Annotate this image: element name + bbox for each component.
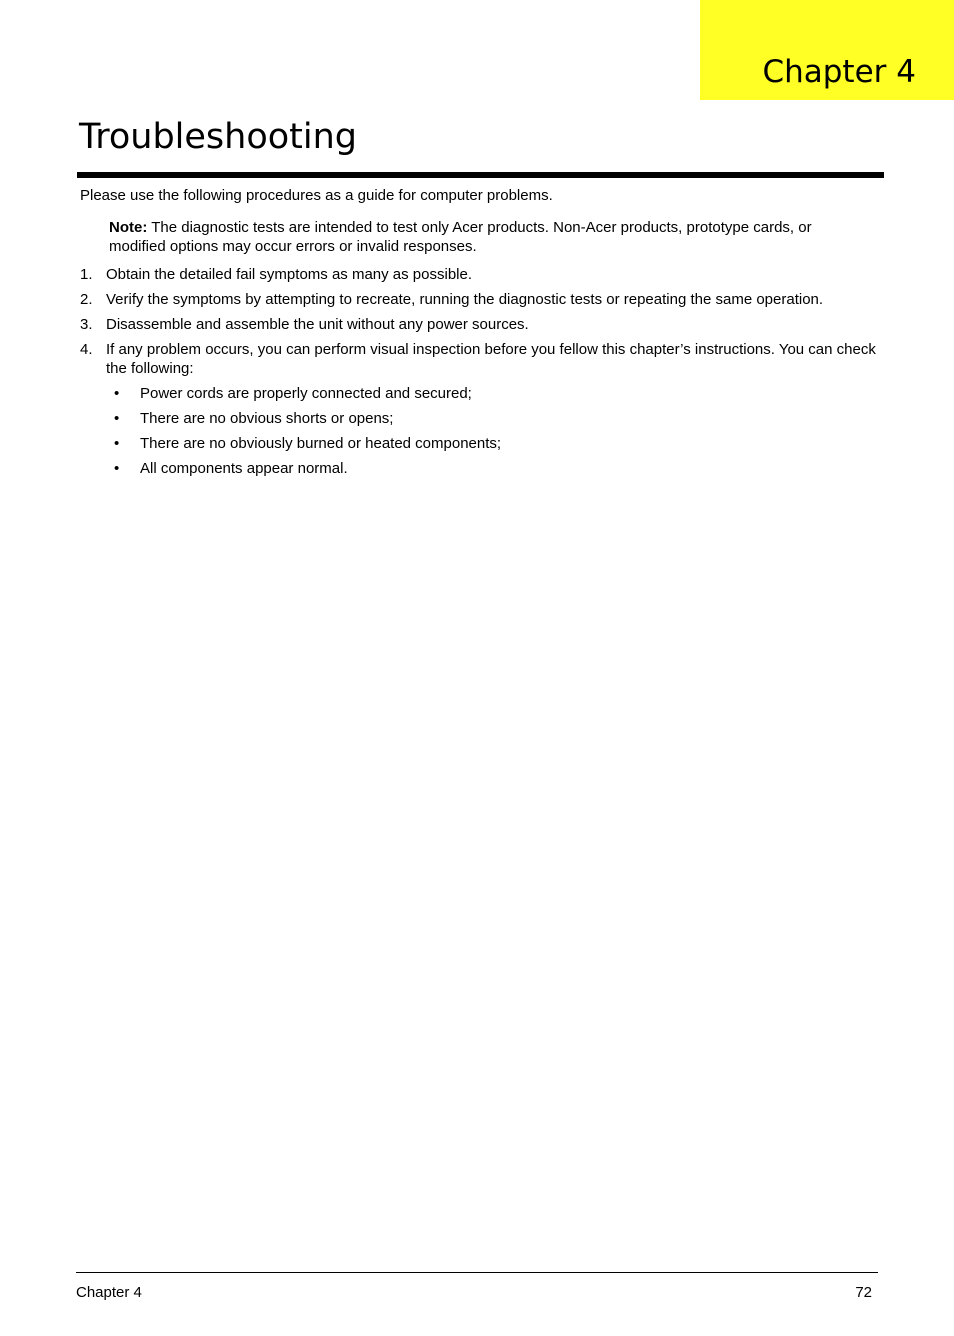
checklist-item-text: There are no obvious shorts or opens; <box>140 410 394 427</box>
inspection-checklist <box>106 384 880 478</box>
step-number: 2. <box>80 291 93 308</box>
bullet-icon: • <box>114 460 120 477</box>
step-text: If any problem occurs, you can perform visual inspection before you fellow this chapter’s instructions. You can check the following: <box>106 341 876 377</box>
note-block <box>109 218 869 256</box>
note-label: Note: <box>109 219 148 236</box>
footer-divider <box>76 1272 878 1273</box>
page-title: Troubleshooting <box>79 117 358 157</box>
bullet-icon: • <box>114 435 120 452</box>
step-text: Verify the symptoms by attempting to recreate, running the diagnostic tests or repeating the same operation. <box>106 291 824 308</box>
procedure-step-2 <box>80 290 880 309</box>
bullet-icon: • <box>114 385 120 402</box>
checklist-item-text: There are no obviously burned or heated components; <box>140 435 502 452</box>
checklist-item-text: Power cords are properly connected and secured; <box>140 385 472 402</box>
procedure-step-3 <box>80 315 880 334</box>
checklist-item <box>106 434 880 453</box>
step-number: 4. <box>80 341 93 358</box>
checklist-item <box>106 384 880 403</box>
footer-chapter-label: Chapter 4 <box>76 1284 142 1301</box>
checklist-item <box>106 409 880 428</box>
page-number: 72 <box>855 1284 872 1301</box>
procedure-step-1 <box>80 265 880 284</box>
step-text: Disassemble and assemble the unit without any power sources. <box>106 316 529 333</box>
step-number: 3. <box>80 316 93 333</box>
chapter-tab-label: Chapter 4 <box>762 54 916 90</box>
bullet-icon: • <box>114 410 120 427</box>
title-divider <box>77 172 884 178</box>
procedure-step-4 <box>80 340 880 478</box>
step-number: 1. <box>80 266 93 283</box>
intro-paragraph: Please use the following procedures as a guide for computer problems. <box>80 187 553 204</box>
note-text: The diagnostic tests are intended to test only Acer products. Non-Acer products, prototype cards, or modified options may occur errors or invalid responses. <box>109 219 812 255</box>
chapter-tab <box>700 0 954 100</box>
checklist-item-text: All components appear normal. <box>140 460 348 477</box>
step-text: Obtain the detailed fail symptoms as many as possible. <box>106 266 473 283</box>
checklist-item <box>106 459 880 478</box>
procedure-list <box>80 265 880 484</box>
